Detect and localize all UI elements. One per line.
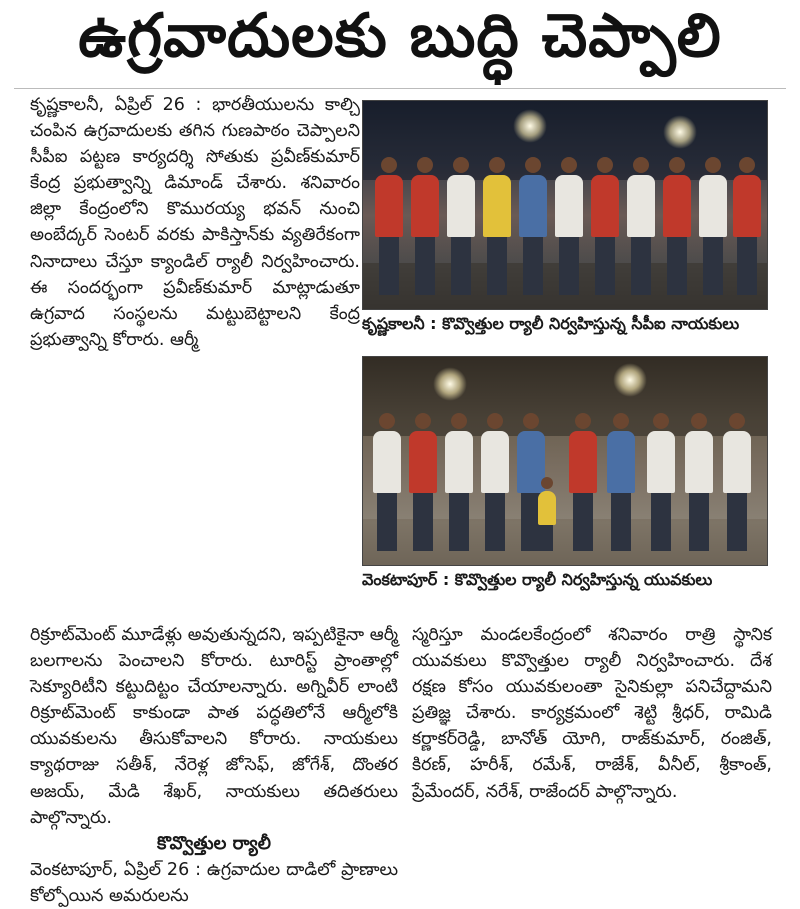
headline-divider: [14, 88, 786, 89]
person: [591, 157, 619, 295]
sub-article-text: వెంకటాపూర్, ఏప్రిల్ 26 : ఉగ్రవాదుల దాడిలో ప్రాణాలు కోల్పోయిన అమరులను: [30, 859, 398, 906]
person: [607, 413, 635, 551]
rally-photo-krishnacolony: [362, 100, 768, 310]
article-body-left-lower: [30, 622, 398, 906]
person: [409, 413, 437, 551]
rally-photo-venkatapur: [362, 356, 768, 566]
street-light: [513, 109, 547, 143]
subheading: కొవ్వొత్తుల ర్యాలీ: [157, 832, 271, 854]
person: [373, 413, 401, 551]
street-light: [433, 367, 467, 401]
street-light: [663, 115, 697, 149]
person: [723, 413, 751, 551]
street-light: [613, 363, 647, 397]
person: [733, 157, 761, 295]
person: [411, 157, 439, 295]
person: [555, 157, 583, 295]
person: [483, 157, 511, 295]
article-body-left: కృష్ణకాలనీ, ఏప్రిల్ 26 : భారతీయులను కాల్చి చంపిన ఉగ్రవాదులకు తగిన గుణపాఠం చెప్పాలని సీపీఐ పట్టణ కార్యదర్శి సోతుకు ప్రవీణ్‌కుమార్ కేంద్ర ప్రభుత్వాన్ని డిమాండ్ చేశారు. శనివారం జిల్లా కేంద్రంలోని కొమురయ్య భవన్ నుంచి అంబేద్కర్ సెంటర్ వరకు పాకిస్తాన్‌కు వ్యతిరేకంగా నినాదాలు చేస్తూ క్యాండిల్ ర్యాలీ నిర్వహించారు. ఈ సందర్భంగా ప్రవీణ్‌కుమార్ మాట్లాడుతూ ఉగ్రవాద సంస్థలను మట్టుబెట్టాలని కేంద్ర ప్రభుత్వాన్ని కోరారు. ఆర్మీ: [30, 95, 360, 350]
person: [445, 413, 473, 551]
photo1-caption: కృష్ణకాలనీ : కొవ్వొత్తుల ర్యాలీ నిర్వహిస్తున్న సీపీఐ నాయకులు: [362, 313, 740, 333]
person: [375, 157, 403, 295]
person: [699, 157, 727, 295]
child: [538, 477, 556, 551]
person: [519, 157, 547, 295]
article-headline: ఉగ్రవాదులకు బుద్ధి చెప్పాలి: [78, 1, 722, 71]
article-body-right-lower: స్మరిస్తూ మండలకేంద్రంలో శనివారం రాత్రి స్థానిక యువకులు కొవ్వొత్తుల ర్యాలీ నిర్వహించారు. దేశ రక్షణ కోసం యువకులంతా సైనికుల్లా పనిచేద్దామని ప్రతిజ్ఞ చేశారు. కార్యక్రమంలో శెట్టి శ్రీధర్, రామిడి కర్ణాకర్‌రెడ్డి, బానోత్ యోగి, రాజ్‌కుమార్, రంజిత్, కిరణ్, హరీశ్, రమేశ్, రాజేశ్, వీనీల్, శ్రీకాంత్, ప్రేమేందర్, నరేశ్, రాజేందర్ పాల్గొన్నారు.: [412, 625, 772, 802]
body-text: రిక్రూట్‌మెంట్ మూడేళ్లు అవుతున్నదని, ఇప్పటికైనా ఆర్మీ బలగాలను పెంచాలని కోరారు. టూరిస్ట్ ప్రాంతాల్లో సెక్యూరిటీని కట్టుదిట్టం చేయాలన్నారు. అగ్నివీర్ లాంటి రిక్రూట్‌మెంట్ కాకుండా పాత పద్ధతిలోనే ఆర్మీలోకి యువకులను తీసుకోవాలని కోరారు. నాయకులు క్యాథరాజు సతీశ్, నేరెళ్ల జోసెఫ్, జోగేశ్, దొంతర అజయ్, మేడి శేఖర్, నాయకులు తదితరులు పాల్గొన్నారు.: [30, 625, 398, 828]
next-headline-fragment: [0, 884, 800, 906]
photo2-caption: వెంకటాపూర్ : కొవ్వొత్తుల ర్యాలీ నిర్వహిస్తున్న యువకులు: [362, 569, 713, 589]
person: [685, 413, 713, 551]
person: [627, 157, 655, 295]
person: [663, 157, 691, 295]
person: [481, 413, 509, 551]
person: [647, 413, 675, 551]
person: [569, 413, 597, 551]
person: [447, 157, 475, 295]
